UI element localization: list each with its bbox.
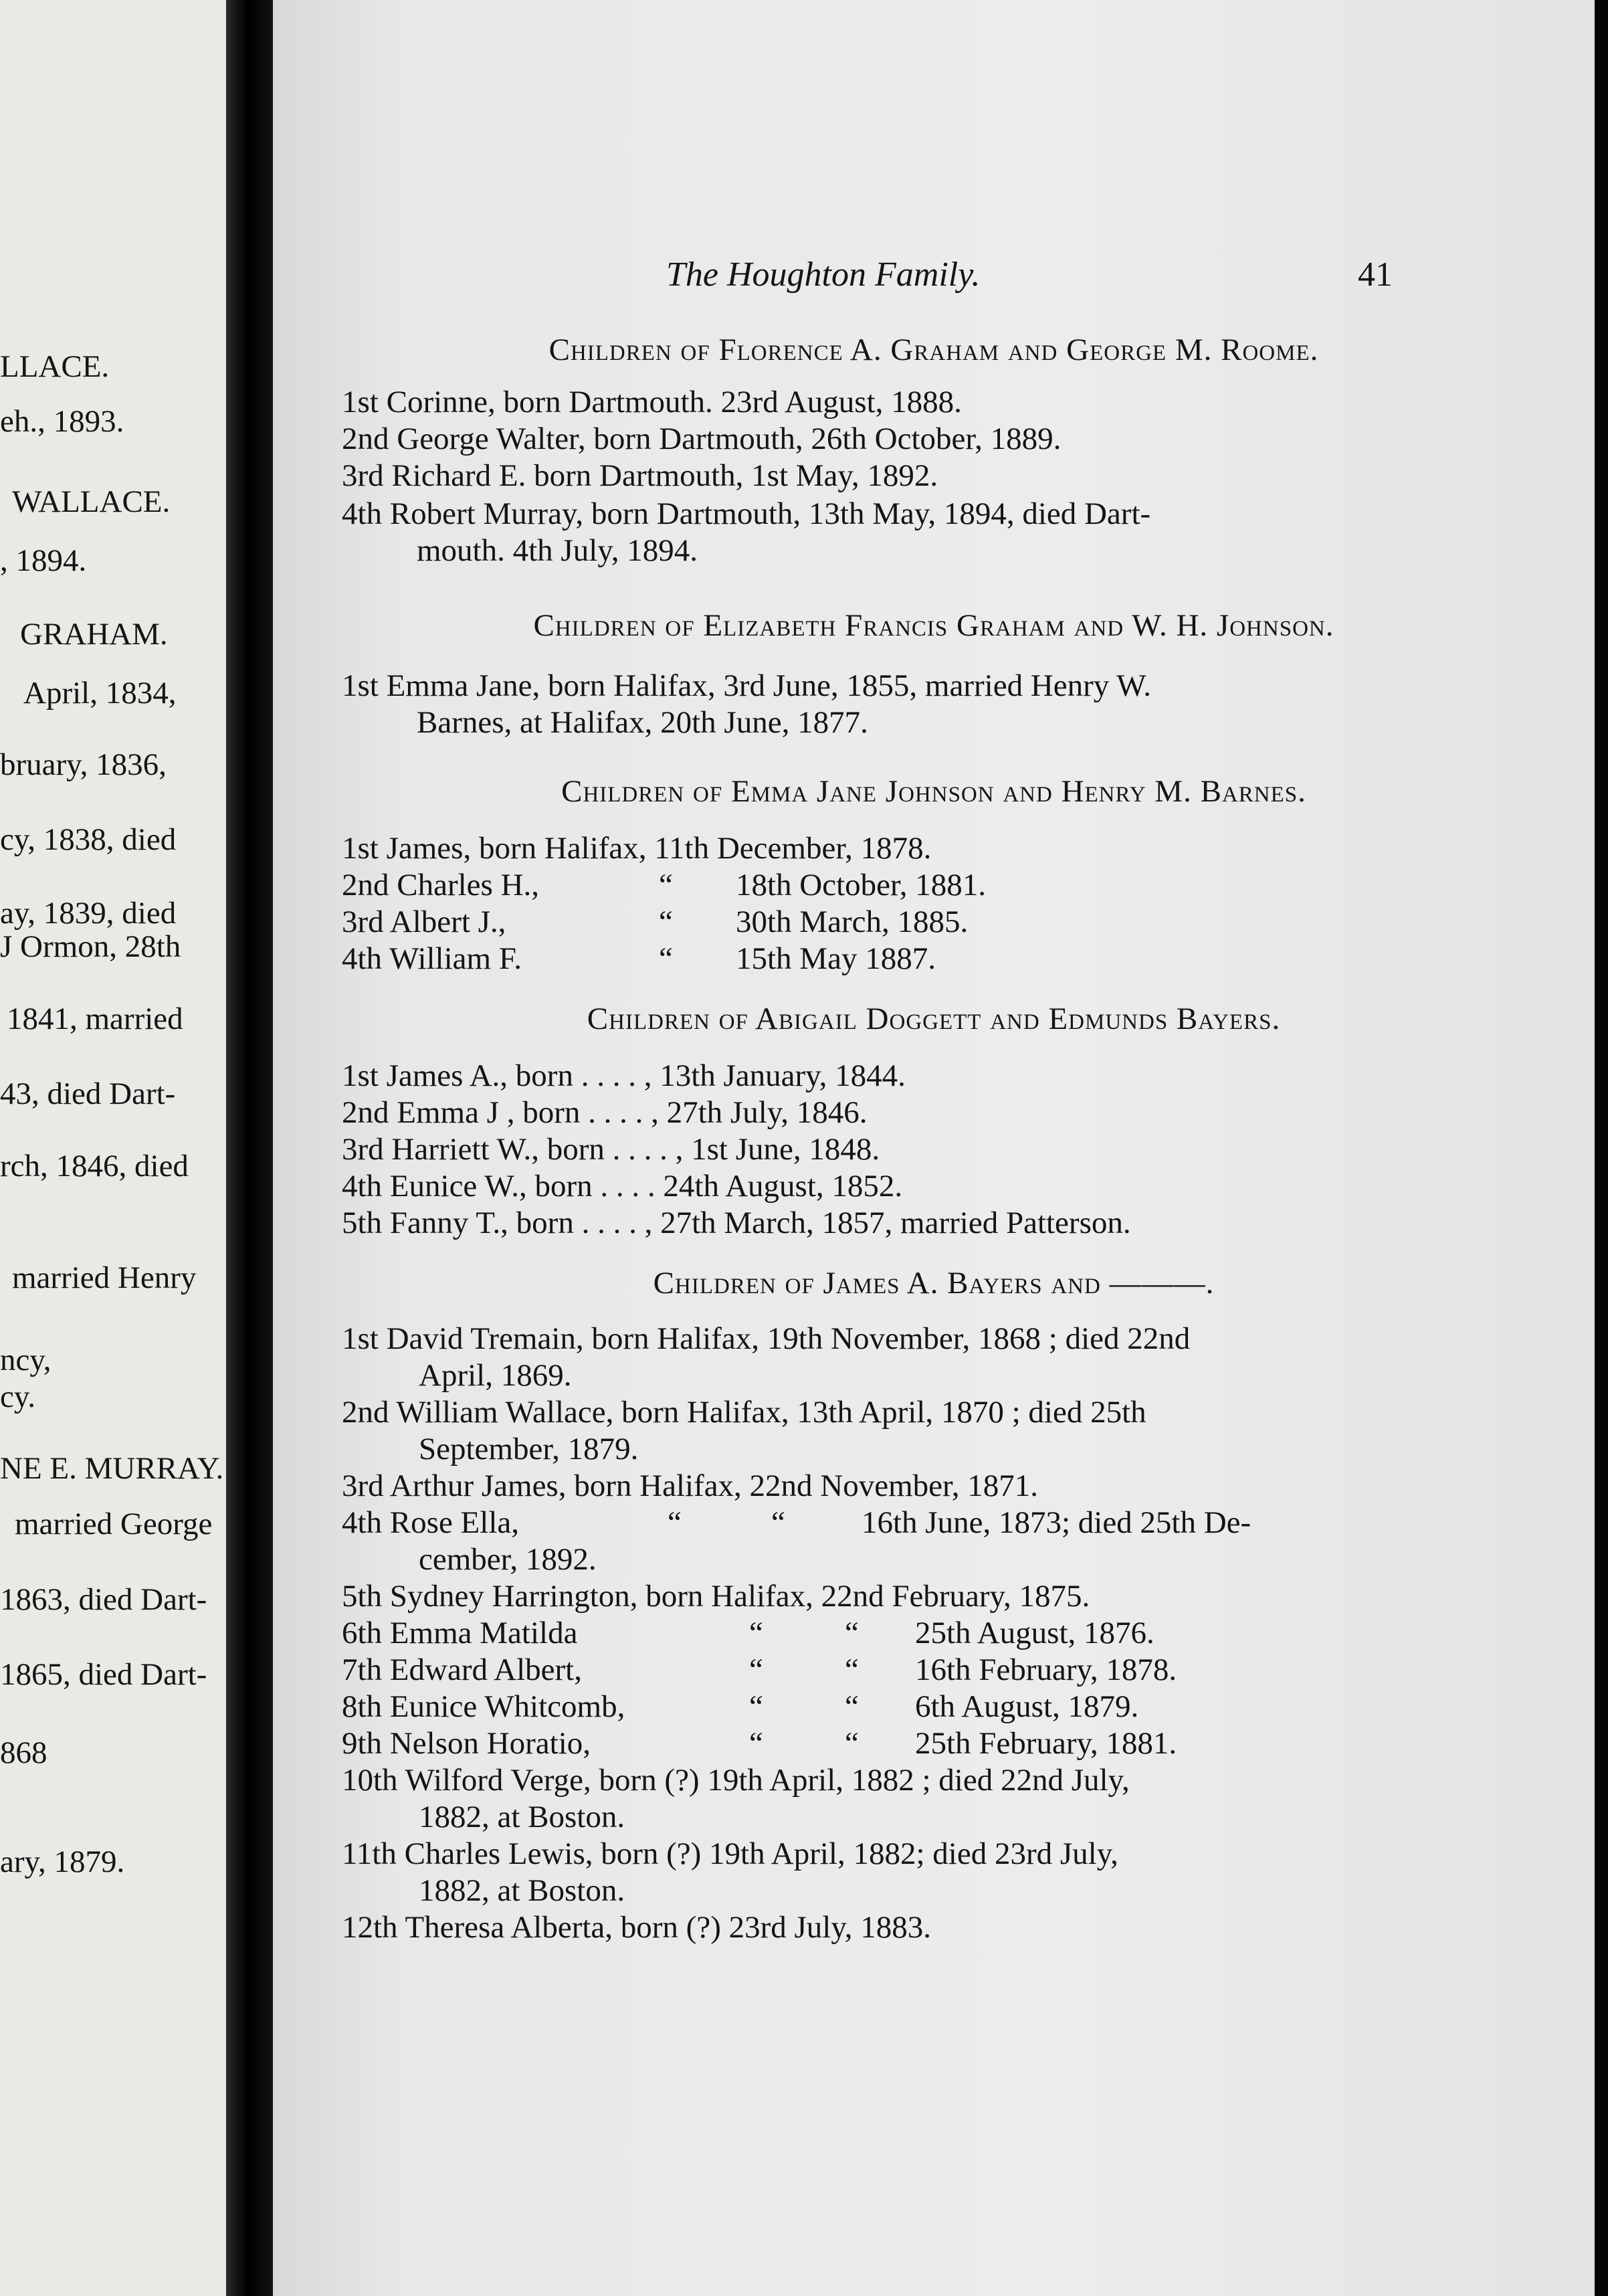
section-heading: Children of Florence A. Graham and George M. Roome. (548, 332, 1319, 367)
entry-date: 30th March, 1885. (736, 904, 969, 939)
entry: 4th Eunice W., born . . . . 24th August, 1852. (342, 1169, 903, 1204)
ditto-mark: “ (659, 904, 673, 939)
entry: 4th William F. (342, 941, 522, 976)
entry: 2nd Charles H., (342, 868, 540, 902)
entry: 9th Nelson Horatio, (342, 1726, 591, 1761)
left-fragment: bruary, 1836, (0, 747, 167, 782)
entry: 5th Fanny T., born . . . . , 27th March, 1857, married Patterson. (342, 1206, 1131, 1240)
entry: 1st David Tremain, born Halifax, 19th November, 1868 ; died 22nd (342, 1321, 1191, 1356)
entry: 2nd William Wallace, born Halifax, 13th April, 1870 ; died 25th (342, 1395, 1146, 1430)
ditto-mark: “ (845, 1689, 859, 1724)
entry: 4th Robert Murray, born Dartmouth, 13th May, 1894, died Dart- (342, 496, 1151, 531)
section-heading: Children of Abigail Doggett and Edmunds Bayers. (587, 1001, 1281, 1036)
left-fragment: April, 1834, (23, 676, 177, 710)
entry: 1st Emma Jane, born Halifax, 3rd June, 1855, married Henry W. (342, 668, 1151, 703)
entry: 1st James A., born . . . . , 13th January, 1844. (342, 1058, 906, 1093)
left-fragment: 1841, married (7, 1001, 183, 1036)
entry-continuation: mouth. 4th July, 1894. (417, 533, 698, 568)
entry-continuation: cember, 1892. (419, 1542, 597, 1577)
ditto-mark: “ (749, 1726, 763, 1761)
entry: 12th Theresa Alberta, born (?) 23rd July, 1883. (342, 1910, 932, 1945)
ditto-mark: “ (771, 1505, 785, 1540)
left-fragment: NE E. MURRAY. (0, 1451, 224, 1486)
left-fragment: 43, died Dart- (0, 1076, 176, 1111)
section-heading: Children of Emma Jane Johnson and Henry M. Barnes. (561, 774, 1306, 809)
entry: 1st James, born Halifax, 11th December, 1878. (342, 831, 932, 866)
entry-date: 16th February, 1878. (915, 1652, 1177, 1687)
left-fragment: married George (15, 1507, 213, 1541)
facing-page-fragment (0, 0, 226, 2296)
entry: 3rd Harriett W., born . . . . , 1st June, 1848. (342, 1132, 880, 1167)
entry-date: 15th May 1887. (736, 941, 936, 976)
left-fragment: eh., 1893. (0, 404, 124, 439)
entry: 3rd Arthur James, born Halifax, 22nd November, 1871. (342, 1468, 1039, 1503)
entry: 7th Edward Albert, (342, 1652, 582, 1687)
page-number: 41 (1358, 256, 1393, 294)
ditto-mark: “ (749, 1616, 763, 1650)
entry: 11th Charles Lewis, born (?) 19th April, 1882; died 23rd July, (342, 1836, 1118, 1871)
book-page (273, 0, 1595, 2296)
entry-date: 25th February, 1881. (915, 1726, 1177, 1761)
left-fragment: cy, 1838, died (0, 822, 177, 857)
left-fragment: J Ormon, 28th (0, 929, 181, 964)
left-fragment: rch, 1846, died (0, 1149, 189, 1183)
left-fragment: ncy, (0, 1343, 52, 1377)
left-fragment: LLACE. (0, 349, 110, 384)
entry: 8th Eunice Whitcomb, (342, 1689, 625, 1724)
ditto-mark: “ (845, 1652, 859, 1687)
left-fragment: ay, 1839, died (0, 896, 177, 931)
entry-date: 6th August, 1879. (915, 1689, 1139, 1724)
ditto-mark: “ (749, 1652, 763, 1687)
entry-date: 18th October, 1881. (736, 868, 987, 902)
entry: 3rd Richard E. born Dartmouth, 1st May, 1892. (342, 458, 938, 493)
entry: 2nd Emma J , born . . . . , 27th July, 1846. (342, 1095, 868, 1130)
ditto-mark: “ (668, 1505, 682, 1540)
ditto-mark: “ (845, 1616, 859, 1650)
entry-date: 16th June, 1873; died 25th De- (862, 1505, 1251, 1540)
entry-continuation: April, 1869. (419, 1358, 572, 1393)
left-fragment: GRAHAM. (20, 617, 168, 652)
ditto-mark: “ (659, 868, 673, 902)
left-fragment: cy. (0, 1379, 36, 1414)
entry-continuation: 1882, at Boston. (419, 1873, 625, 1908)
entry-continuation: September, 1879. (419, 1432, 639, 1466)
entry: 4th Rose Ella, (342, 1505, 519, 1540)
entry: 2nd George Walter, born Dartmouth, 26th October, 1889. (342, 421, 1062, 456)
left-fragment: 868 (0, 1735, 47, 1770)
entry: 3rd Albert J., (342, 904, 506, 939)
left-fragment: 1863, died Dart- (0, 1582, 207, 1617)
ditto-mark: “ (749, 1689, 763, 1724)
page-edge (1595, 0, 1608, 2296)
section-heading: Children of James A. Bayers and ———. (653, 1266, 1215, 1301)
book-gutter (226, 0, 273, 2296)
entry-date: 25th August, 1876. (915, 1616, 1154, 1650)
running-head: The Houghton Family. (666, 256, 981, 294)
entry: 5th Sydney Harrington, born Halifax, 22nd February, 1875. (342, 1579, 1090, 1614)
left-fragment: , 1894. (0, 543, 87, 578)
entry: 6th Emma Matilda (342, 1616, 578, 1650)
entry: 1st Corinne, born Dartmouth. 23rd August, 1888. (342, 385, 962, 419)
left-fragment: ary, 1879. (0, 1844, 125, 1879)
left-fragment: married Henry (12, 1260, 197, 1295)
entry: 10th Wilford Verge, born (?) 19th April, 1882 ; died 22nd July, (342, 1763, 1130, 1798)
entry-continuation: 1882, at Boston. (419, 1800, 625, 1834)
entry-continuation: Barnes, at Halifax, 20th June, 1877. (417, 705, 868, 740)
left-fragment: 1865, died Dart- (0, 1657, 207, 1692)
section-heading: Children of Elizabeth Francis Graham and W. H. Johnson. (533, 608, 1334, 643)
ditto-mark: “ (659, 941, 673, 976)
ditto-mark: “ (845, 1726, 859, 1761)
left-fragment: WALLACE. (12, 484, 171, 519)
